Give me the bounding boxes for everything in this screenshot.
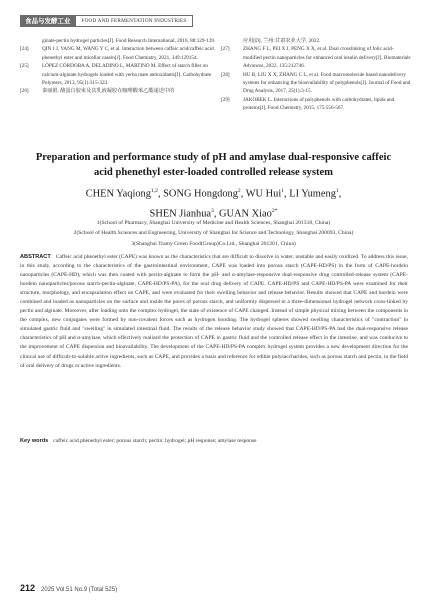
author-affil-sup: 1 [335,188,339,194]
reference-item: [27] ZHANG F L, PEI X J, PENG X X, et al. Dual crosslinking of folic acid-modified pectin nanoparticles for enhanced oral insulin delivery[J]. Biomaterials Advances, 2022, 135:212746. [221,46,411,70]
page-number: 212 [20,583,36,593]
affiliation-line: 2(School of Health Sciences and Engineering, University of Shanghai for Science and Technology, Shanghai 200093, China) [73,230,354,237]
keywords-body: caffeic acid phenethyl ester; porous starch; pectin; hydrogel; pH response; amylase response [53,438,257,444]
affiliation-line: 3(Shanghai Tramy Green Food(Group)Co.Ltd., Shanghai 201201, China) [131,240,296,247]
author-line: CHEN Yaqiong$^{1,2}$, SONG Hongdong$^2$, WU Hui$^1$, LI Yumeng$^1$, [85,188,342,200]
author-name: SONG Hongdong [163,188,238,200]
author-name: WU Hui [245,188,282,200]
abstract [20,253,408,371]
abstract-label: ABSTRACT [20,254,51,260]
author-affil-sup: 1,2 [150,188,158,194]
author-name: LI Yumeng [289,188,336,200]
affiliation-line: 1(School of Pharmacy, Shanghai University of Medicine and Health Sciences, Shanghai 201318, China) [96,220,331,226]
author-affil-sup: 2 [237,188,241,194]
references-right-column [221,37,411,113]
author-line: SHEN Jianhua$^3$, GUAN Xiao$^{2*}$ [149,207,278,220]
author-list [30,183,397,223]
reference-item: [24] QIN J J, YANG M, WANG Y C, et al. Interaction between caffeic acid/caffeic acid phenethyl ester and micellar casein[J]. Food Chemistry, 2021, 349:129154. [20,46,214,61]
reference-item: [26] 秦丽娟. 酪蛋白胶束及其乳液凝胶在咖啡酸苯乙酯递送中的 [20,88,175,95]
keywords [20,437,408,446]
author-affil-sup: 2* [271,207,278,214]
journal-name-en: FOOD AND FERMENTATION INDUSTRIES [76,15,194,27]
author-affil-sup: 1 [281,188,285,194]
reference-item: 应用[D]. 兰州:甘肃农业大学, 2022. [243,38,321,44]
reference-item: [28] HU B, LIU X X, ZHANG C L, et al. Food macromolecule based nanodelivery systems for enhancing the bioavailability of polyphenols[J]. Journal of Food and Drug Analysis, 2017, 25(1):3-15. [221,71,411,95]
author-name: GUAN Xiao [219,208,272,220]
volume-info: 2025 Vol.51 No.9 (Total 525) [41,587,118,593]
journal-name-cn: 食品与发酵工业 [20,15,76,27]
author-name: CHEN Yaqiong [85,188,151,200]
reference-item: [29] JAKOBEK L. Interactions of polyphenols with carbohydrates, lipids and proteins[J]. Food Chemistry, 2015, 175:556-567. [221,96,395,112]
reference-item: [25] LÓPEZ CÓRDOBA A, DELADINO L, MARTINO M. Effect of starch filler on calcium-alginate hydrogels loaded with yerba mate antioxidants[J]. Carbohydrate Polymers, 2013, 95(1):315-323. [20,63,212,87]
reference-item: ginate-pectin hydrogel particles[J]. Food Research International, 2016, 88:129-139. [42,38,216,44]
keywords-label: Key words [20,438,49,444]
references-left-column [20,37,216,96]
author-name: SHEN Jianhua [149,208,212,220]
page-footer [20,583,117,593]
paper-title: Preparation and performance study of pH and amylase dual-responsive caffeic acid phenethyl ester-loaded controlled release system [35,152,392,178]
abstract-body: Caffeic acid phenethyl ester (CAPE) was known as the characteristics that are difficult to dissolve in water, unstable and easily oxidized. To address this issue, in this study, according to the characteristics of the gastrointestinal environment, CAPE was loaded into porous starch (CAPE-HD/PS) in the form of CAPE-hordein nanoparticles (CAPE-HD), which was then coated with pectin-alginate to form the pH- and α-amylase-responsive dual-responsive drug controlled-release system (CAPE-hordein nanoparticles/porous starch-pectin-alginate, CAPE-HD/PS-PA), for the oral drug delivery of CAPE. CAPE-HD/PS and CAPE-HD/PS-PA were examined for their structure, morphology, and encapsulation effect on CAPE, and were evaluated for their swelling behavior and release behavior. Results showed that CAPE and hordein were combined and loaded as nanoparticles on the surface and inside the pores of porous starch, and uniformly dispersed in a three-dimensional hydrogel network cross-linked by pectin and alginate. Moreover, after loading onto the complex hydrogel, the state of existence of CAPE changed. Instead of simple physical mixing between the components in the complex, new conjugates were formed by non-covalent forces such as hydrogen bonding. The hydrogel spheres showed swelling characteristics of "contraction" in simulated gastric fluid and "swelling" in simulated intestinal fluid. The results of the release behavior study showed that CAPE-HD/PS-PA had the dual-responsive release characteristics of pH and α-amylase, which effectively realized the protection of CAPE in gastric fluid and the controlled release effect in the intestine, and was conducive to the improvement of CAPE dispersion and bioavailability. The development of the CAPE-HD/PS-PA complex hydrogel system provides a new development direction for the clinical use of difficult-to-soluble active ingredients, such as CAPE, and provides a basis and reference for edible polysaccharides, such as porous starch and pectin, in the field of oral delivery of drugs or active ingredients. [20,254,408,369]
affiliations [20,218,407,249]
journal-header [20,15,193,27]
author-affil-sup: 3 [211,207,214,214]
